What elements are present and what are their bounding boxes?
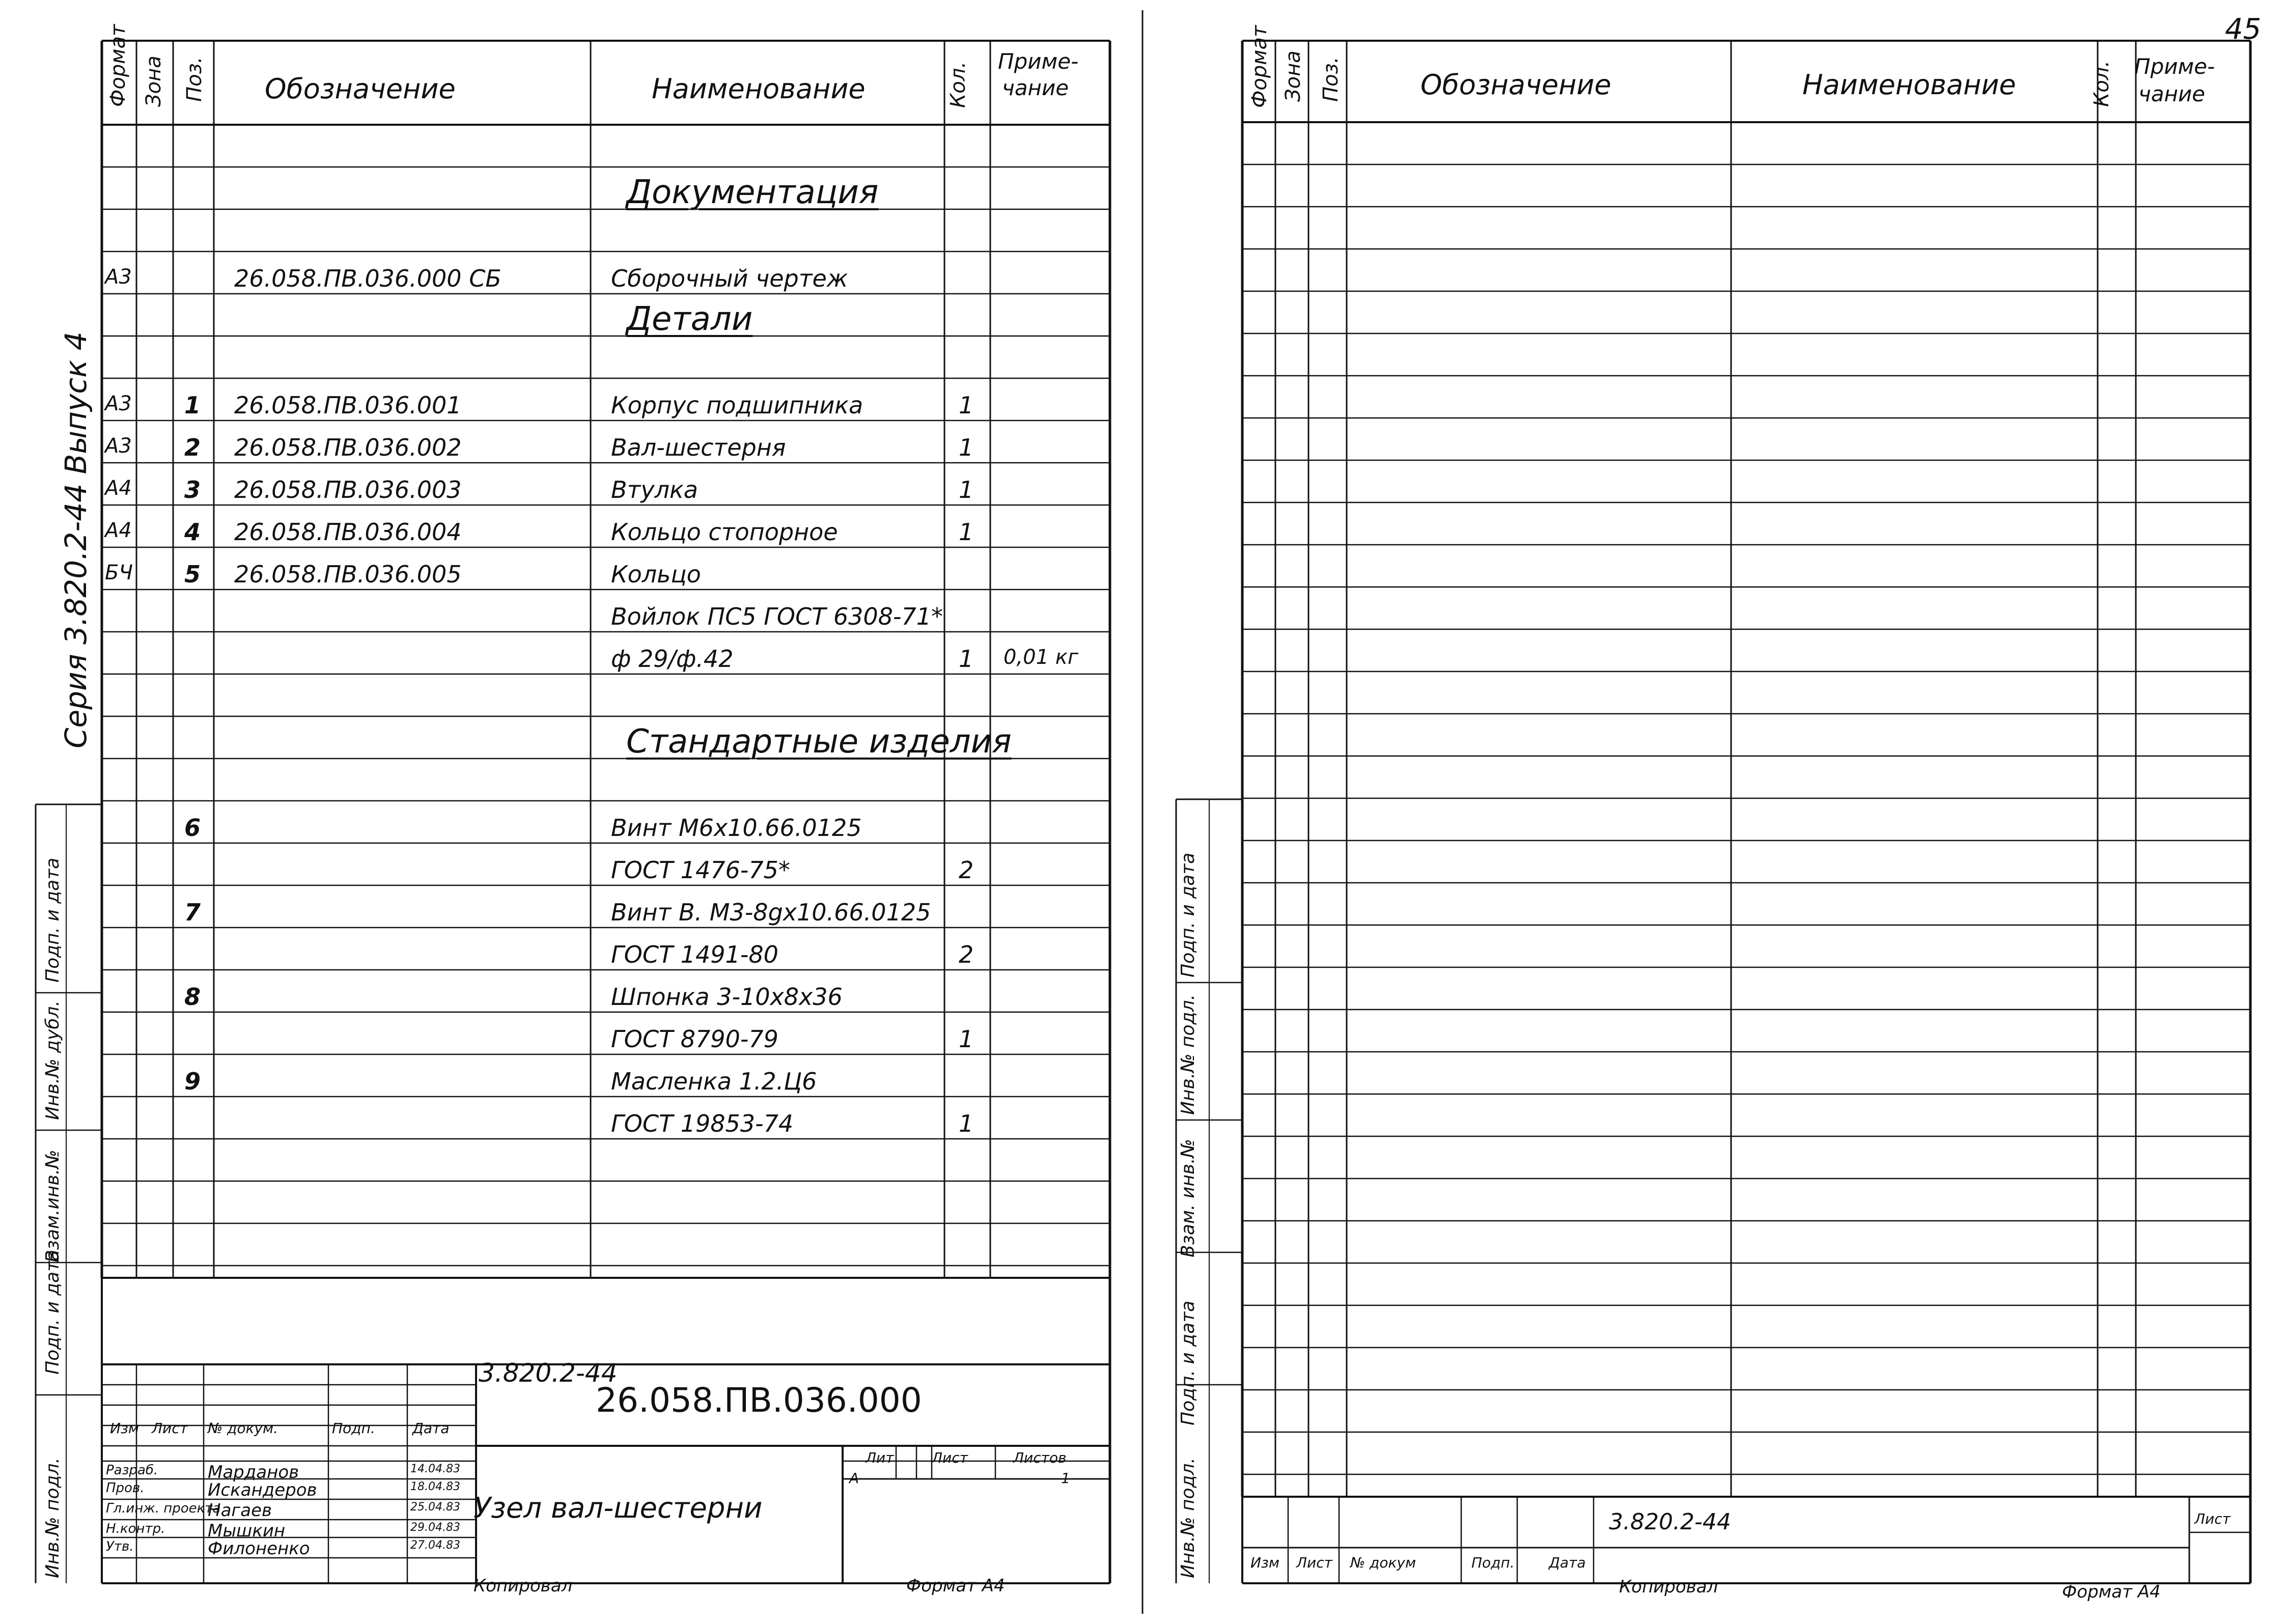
row-pos: 4 — [184, 518, 201, 546]
row-designation: 26.058.ПВ.036.000 СБ — [234, 265, 501, 292]
row-qty: 1 — [959, 476, 974, 503]
header-note-1: Приме- — [998, 49, 1079, 74]
r-side-label-sign-date-1: Подп. и дата — [1178, 852, 1199, 977]
series-vertical: Серия 3.820.2-44 Выпуск 4 — [59, 331, 93, 748]
row-designation: 26.058.ПВ.036.004 — [234, 518, 462, 546]
row-name: Масленка 1.2.Ц6 — [611, 1068, 817, 1095]
tb-doc-number: 26.058.ПВ.036.000 — [596, 1381, 922, 1420]
row-name: Войлок ПС5 ГОСТ 6308-71* — [611, 603, 943, 630]
row-format: БЧ — [105, 561, 133, 584]
row-format: А4 — [105, 477, 132, 500]
row-qty: 1 — [959, 391, 974, 419]
row-pos: 7 — [184, 899, 201, 926]
row-designation: 26.058.ПВ.036.002 — [234, 434, 462, 461]
r-tb-col-list: Лист — [1296, 1554, 1332, 1571]
row-name: Шпонка 3-10х8х36 — [611, 983, 843, 1011]
tb-sheets-value: 1 — [1061, 1470, 1070, 1487]
row-name: Втулка — [611, 476, 698, 503]
row-format: А3 — [105, 265, 132, 289]
r-tb-col-doc: № докум — [1350, 1554, 1416, 1571]
row-qty: 1 — [959, 518, 974, 546]
header-pos: Поз. — [183, 57, 206, 102]
r-header-note-1: Приме- — [2134, 54, 2215, 79]
tb-person-name: Нагаев — [208, 1500, 272, 1521]
tb-date: 27.04.83 — [410, 1539, 460, 1552]
tb-role: Н.контр. — [106, 1521, 165, 1536]
r-tb-copied: Копировал — [1619, 1577, 1718, 1597]
r-side-label-orig-inv-1: Инв.№ подл. — [1178, 994, 1199, 1115]
row-qty: 1 — [959, 434, 974, 461]
tb-format: Формат А4 — [906, 1576, 1005, 1596]
side-label-sign-date-1: Подп. и дата — [42, 857, 63, 983]
row-qty: 1 — [959, 1025, 974, 1053]
tb-date: 14.04.83 — [410, 1463, 460, 1475]
row-qty: 2 — [959, 941, 974, 968]
row-designation: 26.058.ПВ.036.005 — [234, 561, 462, 588]
row-name: ГОСТ 19853-74 — [611, 1110, 794, 1137]
tb-col-sign: Подп. — [332, 1420, 375, 1437]
side-label-dup-inv: Инв.№ дубл. — [42, 1000, 63, 1120]
tb-title: Узел вал-шестерни — [473, 1492, 763, 1525]
tb-role: Разраб. — [106, 1463, 158, 1478]
row-name: Вал-шестерня — [611, 434, 786, 461]
row-pos: 5 — [184, 561, 201, 588]
r-tb-format: Формат А4 — [2062, 1582, 2161, 1602]
tb-date: 18.04.83 — [410, 1480, 460, 1493]
tb-col-doc: № докум. — [208, 1420, 278, 1437]
row-pos: 2 — [184, 434, 201, 461]
row-name: Кольцо — [611, 561, 701, 588]
tb-sheets-label: Листов — [1013, 1449, 1067, 1466]
header-zone: Зона — [142, 55, 165, 107]
row-format: А3 — [105, 392, 132, 415]
row-pos: 6 — [184, 814, 201, 842]
side-label-sign-date-2: Подп. и дата — [42, 1249, 63, 1375]
r-header-format: Формат — [1248, 25, 1271, 108]
r-tb-sheet-label: Лист — [2194, 1510, 2231, 1527]
r-header-note-2: чание — [2138, 81, 2206, 106]
header-format: Формат — [106, 24, 130, 107]
side-label-orig-inv: Инв.№ подл. — [42, 1458, 63, 1578]
row-pos: 1 — [184, 391, 201, 419]
header-qty: Кол. — [946, 61, 970, 108]
row-designation: 26.058.ПВ.036.001 — [234, 391, 462, 419]
header-designation: Обозначение — [265, 73, 456, 105]
tb-series: 3.820.2-44 — [479, 1358, 618, 1388]
row-name: ГОСТ 8790-79 — [611, 1025, 778, 1053]
tb-person-name: Марданов — [208, 1462, 299, 1482]
tb-date: 29.04.83 — [410, 1521, 460, 1534]
tb-sheet-label: Лист — [932, 1449, 968, 1466]
r-tb-col-date: Дата — [1549, 1554, 1586, 1571]
r-side-label-orig-inv-2: Инв.№ подл. — [1178, 1458, 1199, 1578]
row-name: Сборочный чертеж — [611, 265, 848, 292]
r-tb-col-izm: Изм — [1250, 1554, 1279, 1571]
page-number: 45 — [2225, 13, 2262, 46]
tb-col-date: Дата — [412, 1420, 450, 1437]
row-name: ф 29/ф.42 — [611, 645, 734, 673]
row-name: Винт М6х10.66.0125 — [611, 814, 862, 842]
tb-col-izm: Изм — [110, 1420, 139, 1437]
r-header-qty: Кол. — [2090, 60, 2113, 107]
r-header-designation: Обозначение — [1420, 69, 1611, 101]
row-name: Корпус подшипника — [611, 391, 863, 419]
side-label-repl-inv: Взам.инв.№ — [42, 1150, 63, 1263]
header-note-2: чание — [1002, 75, 1069, 100]
tb-col-list: Лист — [152, 1420, 188, 1437]
tb-person-name: Филоненко — [208, 1538, 310, 1559]
row-name: Стандартные изделия — [626, 723, 1012, 761]
header-name: Наименование — [652, 73, 866, 105]
tb-role: Утв. — [106, 1539, 134, 1554]
tb-date: 25.04.83 — [410, 1501, 460, 1514]
row-designation: 26.058.ПВ.036.003 — [234, 476, 462, 503]
r-side-label-sign-date-2: Подп. и дата — [1178, 1300, 1199, 1425]
r-header-pos: Поз. — [1319, 57, 1343, 102]
row-format: А4 — [105, 519, 132, 542]
row-name: ГОСТ 1476-75* — [611, 856, 790, 884]
r-tb-col-sign: Подп. — [1471, 1554, 1515, 1571]
row-qty: 1 — [959, 645, 974, 673]
tb-role: Гл.инж. проекта — [106, 1501, 221, 1516]
row-name: Документация — [626, 174, 879, 211]
row-pos: 3 — [184, 476, 201, 503]
row-format: А3 — [105, 434, 132, 458]
tb-person-name: Мышкин — [208, 1521, 286, 1541]
tb-copied: Копировал — [473, 1576, 573, 1596]
tb-lit-label: Лит — [866, 1449, 894, 1466]
r-tb-series: 3.820.2-44 — [1609, 1509, 1731, 1535]
tb-lit-value: А — [849, 1470, 859, 1487]
r-side-label-repl-inv: Взам. инв.№ — [1178, 1139, 1199, 1257]
row-qty: 1 — [959, 1110, 974, 1137]
r-header-zone: Зона — [1281, 50, 1305, 102]
row-note: 0,01 кг — [1004, 646, 1078, 669]
row-name: ГОСТ 1491-80 — [611, 941, 778, 968]
tb-role: Пров. — [106, 1480, 145, 1496]
tb-person-name: Искандеров — [208, 1480, 317, 1500]
row-name: Детали — [626, 300, 753, 338]
row-qty: 2 — [959, 856, 974, 884]
row-pos: 9 — [184, 1068, 201, 1095]
r-header-name: Наименование — [1802, 69, 2016, 101]
row-pos: 8 — [184, 983, 201, 1011]
row-name: Винт В. М3-8gх10.66.0125 — [611, 899, 931, 926]
row-name: Кольцо стопорное — [611, 518, 838, 546]
